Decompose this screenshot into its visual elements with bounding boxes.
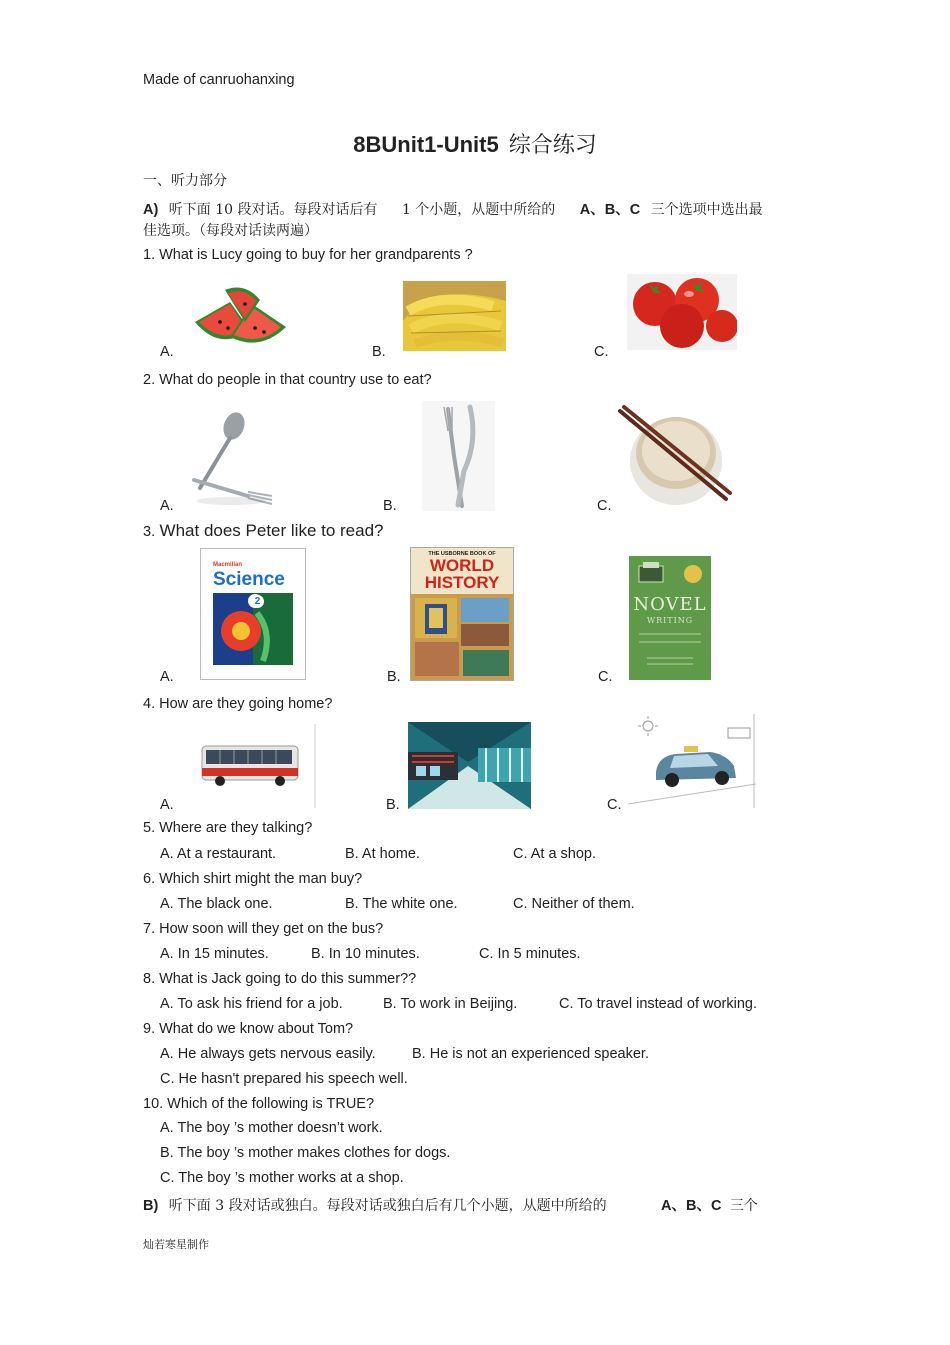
bowl-chopsticks-image (616, 405, 736, 509)
history-book-image (410, 547, 514, 681)
subway-image (408, 722, 531, 809)
q1-text: 1. What is Lucy going to buy for her grandparents ? (143, 247, 473, 263)
knife-fork-image (422, 401, 495, 511)
q2-option-a: A. (160, 498, 174, 514)
header-text: Made of canruohanxing (143, 72, 295, 88)
taxi-image (628, 714, 756, 808)
q1-option-c: C. (594, 344, 609, 360)
q7-option-b: B. In 10 minutes. (311, 946, 420, 962)
part-b-label: B) (143, 1198, 159, 1214)
q9-option-c: C. He hasn't prepared his speech well. (160, 1071, 408, 1087)
watermelon-image (190, 282, 290, 348)
q10-option-b: B. The boy ’s mother makes clothes for dogs. (160, 1145, 451, 1161)
title-zh: 综合练习 (508, 133, 597, 158)
q2-text: 2. What do people in that country use to eat? (143, 372, 432, 388)
q3-option-a: A. (160, 669, 174, 685)
spoon-fork-image (186, 406, 278, 510)
q1-option-b: B. (372, 344, 386, 360)
part-a-text2: 1 个小题，从题中所给的 (401, 202, 556, 218)
q5-text: 5. Where are they talking? (143, 820, 313, 836)
q7-option-c: C. In 5 minutes. (479, 946, 581, 962)
page-title (0, 128, 950, 159)
footer-text: 灿若寒星制作 (143, 1238, 209, 1251)
q2-option-b: B. (383, 498, 397, 514)
part-a-instructions (143, 198, 763, 219)
q9-option-b: B. He is not an experienced speaker. (412, 1046, 649, 1062)
q4-option-c: C. (607, 797, 622, 813)
bus-image (200, 724, 318, 808)
q1-option-a: A. (160, 344, 174, 360)
q8-option-c: C. To travel instead of working. (559, 996, 757, 1012)
q4-option-a: A. (160, 797, 174, 813)
q3-text-line (143, 521, 384, 541)
tomatoes-image (627, 274, 737, 350)
part-b-text2: 三个 (729, 1198, 758, 1214)
q8-option-a: A. To ask his friend for a job. (160, 996, 343, 1012)
q8-option-b: B. To work in Beijing. (383, 996, 518, 1012)
novel-book-title-2: WRITING (646, 616, 694, 625)
q10-text: 10. Which of the following is TRUE? (143, 1096, 375, 1112)
q6-option-b: B. The white one. (345, 896, 458, 912)
history-book-title-2: HISTORY (424, 573, 500, 592)
q3-option-b: B. (387, 669, 401, 685)
title-en: 8BUnit1-Unit5 (353, 132, 499, 157)
part-b-instructions (143, 1194, 758, 1215)
part-a-text1: 听下面 10 段对话。每段对话后有 (168, 202, 378, 218)
q3-num: 3. (143, 524, 156, 540)
q7-option-a: A. In 15 minutes. (160, 946, 269, 962)
history-book-title-1: WORLD (429, 556, 495, 575)
novel-book-title-1: NOVEL (633, 594, 707, 615)
q4-option-b: B. (386, 797, 400, 813)
q8-text: 8. What is Jack going to do this summer?? (143, 971, 417, 987)
q6-text: 6. Which shirt might the man buy? (143, 871, 363, 887)
q3-text: What does Peter like to read? (159, 521, 384, 540)
science-book-number: 2 (251, 595, 264, 608)
q9-text: 9. What do we know about Tom? (143, 1021, 354, 1037)
q9-option-a: A. He always gets nervous easily. (160, 1046, 376, 1062)
part-b-abc: A、B、C (661, 1198, 722, 1214)
science-book-brand: Macmillan (213, 562, 243, 568)
q6-option-c: C. Neither of them. (513, 896, 635, 912)
novel-book-image (629, 556, 711, 680)
q2-option-c: C. (597, 498, 612, 514)
q5-option-a: A. At a restaurant. (160, 846, 277, 862)
q4-text: 4. How are they going home? (143, 696, 333, 712)
part-a-label: A) (143, 202, 159, 218)
history-book-top: THE USBORNE BOOK OF (428, 551, 496, 557)
q6-option-a: A. The black one. (160, 896, 273, 912)
part-b-text1: 听下面 3 段对话或独白。每段对话或独白后有几个小题，从题中所给的 (168, 1198, 607, 1214)
q7-text: 7. How soon will they get on the bus? (143, 921, 384, 937)
science-book-image (200, 548, 306, 680)
q5-option-b: B. At home. (345, 846, 420, 862)
q10-option-c: C. The boy ’s mother works at a shop. (160, 1170, 404, 1186)
q10-option-a: A. The boy ’s mother doesn’t work. (160, 1120, 383, 1136)
q3-option-c: C. (598, 669, 613, 685)
part-a-abc: A、B、C (579, 202, 641, 218)
section-heading: 一、听力部分 (143, 173, 227, 189)
science-book-title: Science (213, 569, 285, 590)
bananas-image (403, 281, 506, 351)
part-a-line2: 佳选项。（每段对话读两遍） (143, 223, 318, 239)
part-a-text3: 三个选项中选出最 (650, 202, 763, 218)
q5-option-c: C. At a shop. (513, 846, 597, 862)
